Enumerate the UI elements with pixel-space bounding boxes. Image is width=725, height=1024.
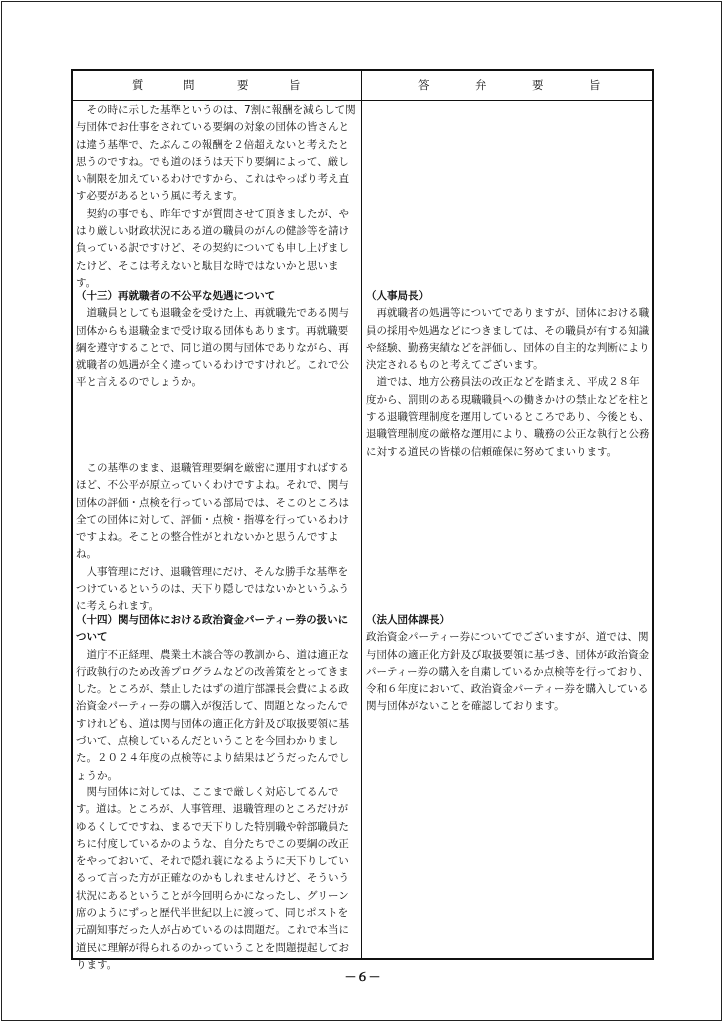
question-header-char: 旨 [289,78,301,92]
a14-speaker: （法人団体課長） [366,614,450,626]
q13-heading: （十三）再就職者の不公平な処遇について [76,290,276,302]
header-separator [72,100,653,101]
intro-paragraph: その時に示した基準というのは、7割に報酬を減らして関与団体でお仕事をされている要綱の対象の団体の皆さんとは違う基準で、たぶんこの報酬を２倍超えないと考えたと思うのですね。でも道のほうは天下り要綱によって、厳しい制限を加えているわけですから、これはやっぱり考え直す必要があるという風に考えます。 [76,104,356,203]
a13-paragraph: 再就職者の処遇等についてでありますが、団体における職員の採用や処遇などにつきましては、その職員が有する知識や経験、勤務実績などを評価し、団体の自主的な判断により決定されるものと考えてございます。 [366,307,650,372]
page-number: －６－ [344,970,381,984]
column-divider [361,70,362,959]
intro-block [76,102,358,292]
answer-header-char: 弁 [475,78,487,92]
q14-paragraph: 道庁不正経理、農業土木談合等の教訓から、道は適正な行政執行のため改善プログラムなどの改善策をとってきました。ところが、禁止したはずの道庁部課長会費による政治資金パーティー券の購入が復活して、問題となったんですけれども、道は関与団体の適正化方針及び取扱要領に基づいて、点検しているんだということを今回わかりました。２０２４年度の点検等により結果はどうだったんでしょうか。 [76,648,349,782]
answer-header-char: 要 [532,78,544,92]
question-header-char: 問 [183,78,195,92]
q14-followup-paragraph: 関与団体に対しては、ここまで厳しく対応してるんです。道は。ところが、人事管理、退職管理のところだけがゆるくしてですね、まるで天下りした特別職や幹部職員たちに付度しているかのような、自分たちでこの要綱の改正をやっておいて、それで隠れ蓑になるように天下りしているって言った方が正確なのかもしれませんけど、そういう状況にあるということが今回明らかになったし、グリーン席のようにずっと歴代半世紀以上に渡って、同じポストを元副知事だった人が占めているのは問題だ。これで本当に道民に理解が得られるのかっていうことを問題提起しております。 [76,786,349,971]
question-header-char: 要 [237,78,249,92]
q13-paragraph: 道職員としても退職金を受けた上、再就職先である関与団体からも退職金まで受け取る団体もあります。再就職要綱を遵守することで、同じ道の関与団体でありながら、再就職者の処遇が全く違っているわけですけれど。これで公平と言えるのでしょうか。 [76,307,349,389]
q13-block [76,288,358,392]
intro-paragraph: 契約の事でも、昨年ですが質問させて頂きましたが、やはり厳しい財政状況にある道の職員のがんの健診等を請け負っている訳ですけど、その契約についても申し上げましたけど、そこは考えないと駄目な時ではないかと思います。 [76,207,349,289]
answer-header-char: 旨 [589,78,601,92]
q14-block [76,612,358,785]
q13-followup-paragraph: 人事管理にだけ、退職管理にだけ、そんな勝手な基準をつけているというのは、天下り隠しではないかというふうに考えられます。 [76,565,349,613]
answer-header-char: 答 [418,78,430,92]
a13-speaker: （人事局長） [366,290,429,302]
a14-paragraph: 政治資金パーティー券についてでございますが、道では、関与団体の適正化方針及び取扱要領に基づき、団体が政治資金パーティー券の購入を自粛しているか点検等を行っており、令和６年度において、政治資金パーティー券を購入している関与団体がないことを確認しております。 [366,631,650,713]
q14-followup-block [76,784,358,974]
q13-followup-paragraph: この基準のまま、退職管理要綱を厳密に運用すればするほど、不公平が原立っていくわけですよね。それで、関与団体の評価・点検を行っている部局では、そこのところは全ての団体に対して、評価・点検・指導を行っているわけですよね。そことの整合性がとれないかと思うんですよね。 [76,462,349,561]
q14-heading: （十四）関与団体における政治資金パーティー券の扱いについて [76,614,349,644]
a13-block [366,288,650,461]
question-header-char: 質 [132,78,144,92]
a13-paragraph: 道では、地方公務員法の改正などを踏まえ、平成２８年度から、罰則のある現職職員への働きかけの禁止などを柱とする退職管理制度を運用しているところであり、今後とも、退職管理制度の厳格な運用により、職務の公正な執行と公務に対する道民の皆様の信頼確保に努めてまいります。 [366,376,650,458]
a14-block [366,612,650,716]
q13-followup-block [76,460,358,616]
